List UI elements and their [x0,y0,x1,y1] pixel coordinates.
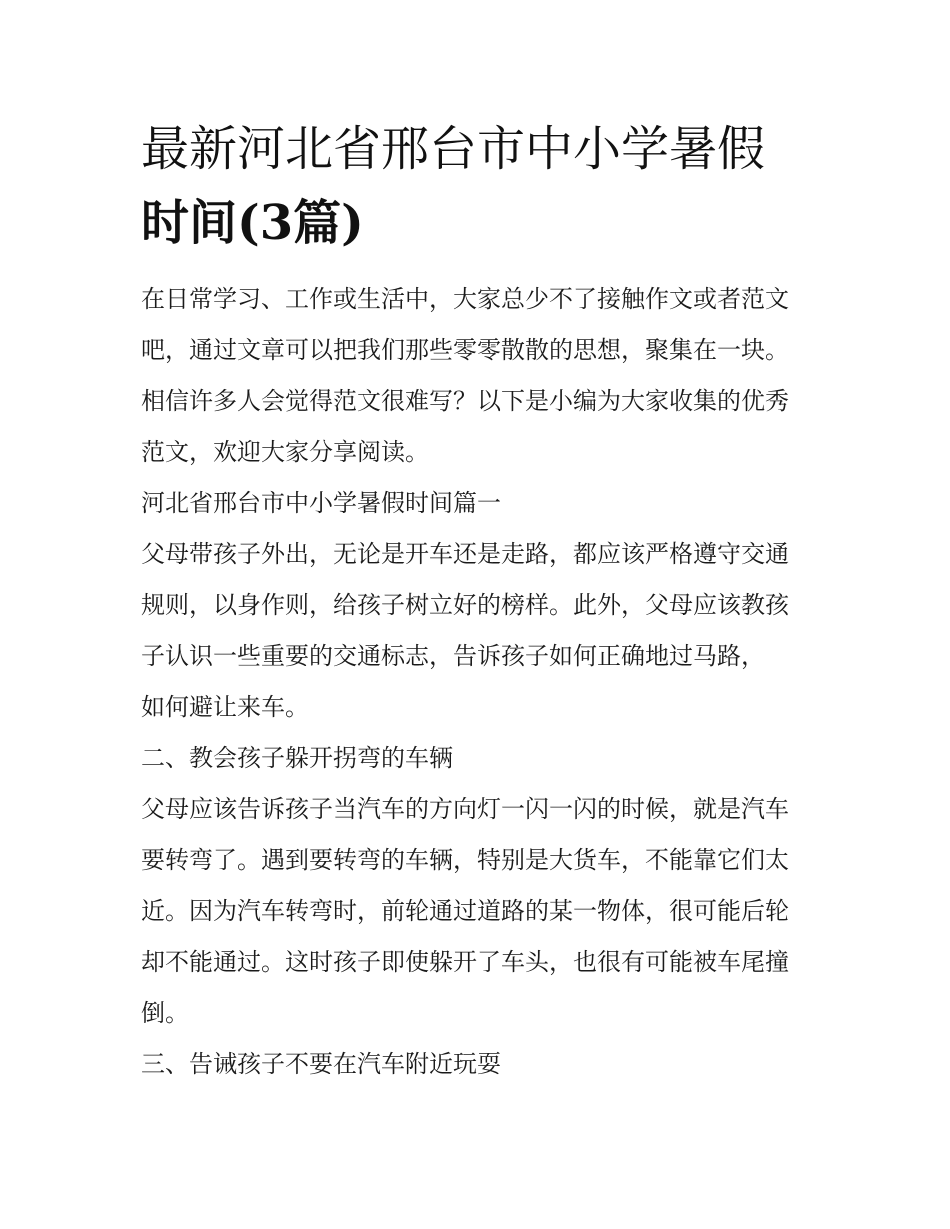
document-page [141,112,821,1090]
section-1-line: 规则，以身作则，给孩子树立好的榜样。此外，父母应该教孩 [141,591,789,619]
intro-paragraph [141,274,821,478]
section-2-line: 却不能通过。这时孩子即使躲开了车头，也很有可能被车尾撞 [141,948,789,976]
section-1-heading: 河北省邢台市中小学暑假时间篇一 [141,489,501,517]
intro-line: 在日常学习、工作或生活中，大家总少不了接触作文或者范文 [141,285,789,313]
section-1-line: 父母带孩子外出，无论是开车还是走路，都应该严格遵守交通 [141,540,789,568]
section-2-paragraph [141,784,821,1039]
section-3-heading: 三、告诫孩子不要在汽车附近玩耍 [141,1050,501,1078]
section-2-line: 要转弯了。遇到要转弯的车辆，特别是大货车，不能靠它们太 [141,846,789,874]
section-2-line: 父母应该告诉孩子当汽车的方向灯一闪一闪的时候，就是汽车 [141,795,789,823]
intro-line: 范文，欢迎大家分享阅读。 [141,438,429,466]
intro-line: 相信许多人会觉得范文很难写？以下是小编为大家收集的优秀 [141,387,789,415]
section-2-heading: 二、教会孩子躲开拐弯的车辆 [141,744,453,772]
title-line-2: 时间(3篇) [141,195,364,251]
document-title [141,112,821,260]
section-1-paragraph [141,529,821,733]
section-1-line: 如何避让来车。 [141,693,309,721]
intro-line: 吧，通过文章可以把我们那些零零散散的思想，聚集在一块。 [141,336,789,364]
title-line-1: 最新河北省邢台市中小学暑假 [141,121,766,177]
document-body [141,274,821,1090]
section-2-line: 近。因为汽车转弯时，前轮通过道路的某一物体，很可能后轮 [141,897,789,925]
section-1-line: 子认识一些重要的交通标志，告诉孩子如何正确地过马路， [141,642,765,670]
section-2-line: 倒。 [141,999,189,1027]
